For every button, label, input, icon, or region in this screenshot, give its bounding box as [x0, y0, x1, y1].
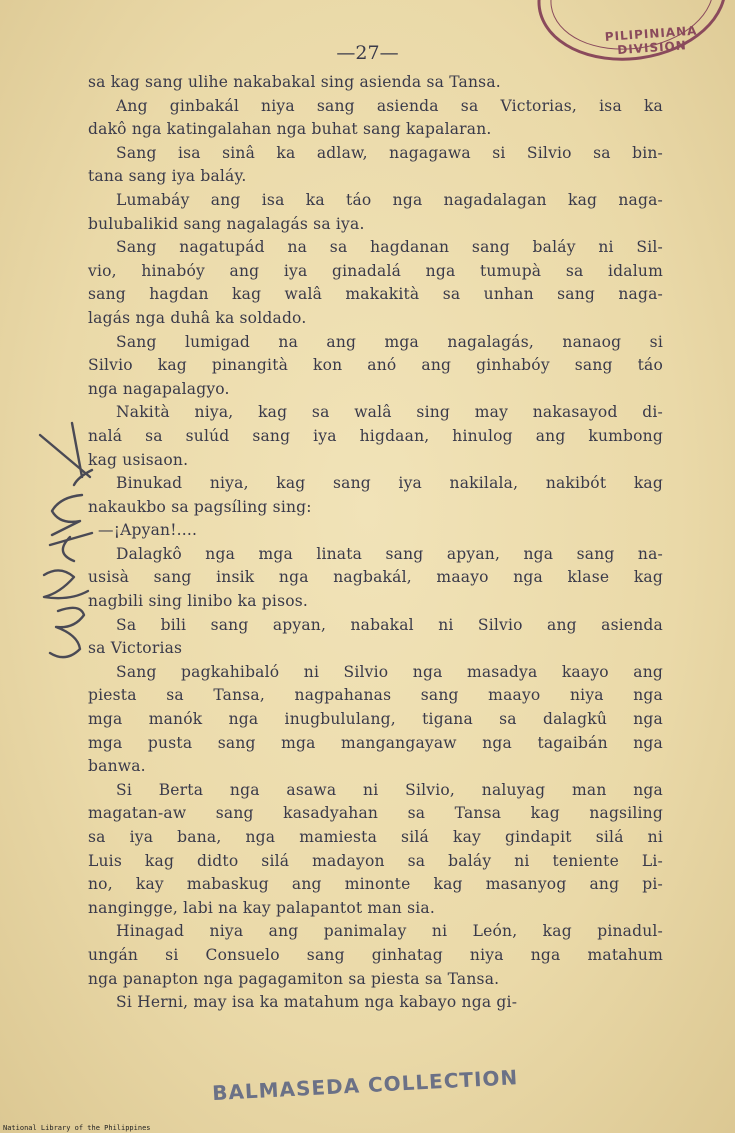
page-number: —27—	[336, 42, 399, 64]
seal-text: PILIPINIANA DIVISION	[604, 23, 698, 58]
text-line: vio, hinabóy ang iya ginadalá nga tumupà sa idalum	[88, 261, 663, 280]
text-line: Sang nagatupád na sa hagdanan sang baláy ni Sil-	[116, 238, 663, 257]
text-line: nga nagapalagyo.	[88, 379, 230, 398]
collection-stamp	[211, 1065, 562, 1114]
text-line: banwa.	[88, 757, 146, 776]
text-line: magatan-aw sang kasadyahan sa Tansa kag nagsiling	[88, 804, 663, 823]
text-line: dakô nga katingalahan nga buhat sang kapalaran.	[88, 120, 492, 139]
text-line: bulubalikid sang nagalagás sa iya.	[88, 214, 365, 233]
footer-credit: National Library of the Philippines	[3, 1124, 151, 1132]
text-line: tana sang iya baláy.	[88, 167, 247, 186]
text-line: mga pusta sang mga mangangayaw nga tagaibán nga	[88, 733, 663, 752]
text-line: Sang isa sinâ ka adlaw, nagagawa si Silvio sa bin-	[116, 143, 663, 162]
handwritten-mark-icon	[30, 415, 100, 685]
text-line: Sang pagkahibaló ni Silvio nga masadya kaayo ang	[116, 662, 663, 681]
text-line: sa kag sang ulihe nakabakal sing asienda sa Tansa.	[88, 73, 501, 91]
text-line: lagás nga duhâ ka soldado.	[88, 308, 307, 327]
text-line: Dalagkô nga mga linata sang apyan, nga sang na-	[116, 544, 663, 563]
text-line: Ang ginbakál niya sang asienda sa Victorias, isa ka	[116, 96, 663, 115]
text-line: nakaukbo sa pagsíling sing:	[88, 497, 312, 516]
text-line: nga panapton nga pagagamiton sa piesta sa Tansa.	[88, 969, 500, 988]
body-text	[88, 71, 663, 1015]
text-line: Luis kag didto silá madayon sa baláy ni teniente Li-	[88, 851, 663, 870]
text-line: Silvio kag pinangità kon anó ang ginhabóy sang táo	[88, 356, 663, 375]
text-line: Nakità niya, kag sa walâ sing may nakasayod di-	[116, 403, 663, 422]
collection-stamp-text: BALMASEDA COLLECTION	[211, 1065, 519, 1106]
text-line: mga manók nga inugbululang, tigana sa dalagkû nga	[88, 710, 663, 729]
text-line: sa Victorias	[88, 639, 183, 658]
text-line: Hinagad niya ang panimalay ni León, kag pinadul-	[116, 922, 663, 941]
handwritten-annotation	[30, 415, 100, 685]
text-line: kag usisaon.	[88, 450, 189, 469]
text-line: sang hagdan kag walâ makakità sa unhan sang naga-	[88, 285, 663, 304]
text-line: sa iya bana, nga mamiesta silá kay gindapit silá ni	[88, 828, 663, 846]
text-line: piesta sa Tansa, nagpahanas sang maayo niya nga	[88, 686, 663, 705]
text-line: no, kay mabaskug ang minonte kag masanyog ang pi-	[88, 875, 663, 894]
text-line: Si Herni, may isa ka matahum nga kabayo nga gi-	[116, 993, 518, 1012]
text-line: Si Berta nga asawa ni Silvio, naluyag man nga	[116, 780, 663, 799]
text-line: Lumabáy ang isa ka táo nga nagadalagan kag naga-	[116, 190, 663, 209]
text-line: Binukad niya, kag sang iya nakilala, nakibót kag	[116, 474, 663, 493]
text-line: ungán si Consuelo sang ginhatag niya nga matahum	[88, 945, 663, 964]
text-line: usisà sang insik nga nagbakál, maayo nga klase kag	[88, 568, 663, 587]
text-line: nalá sa sulúd sang iya higdaan, hinulog ang kumbong	[88, 426, 663, 445]
text-line: nangingge, labi na kay palapantot man sia.	[88, 898, 435, 917]
text-line: Sang lumigad na ang mga nagalagás, nanaog si	[116, 332, 663, 351]
text-line: Sa bili sang apyan, nabakal ni Silvio ang asienda	[116, 615, 663, 634]
text-line: nagbili sing linibo ka pisos.	[88, 592, 309, 611]
text-line: —¡Apyan!....	[98, 521, 198, 540]
